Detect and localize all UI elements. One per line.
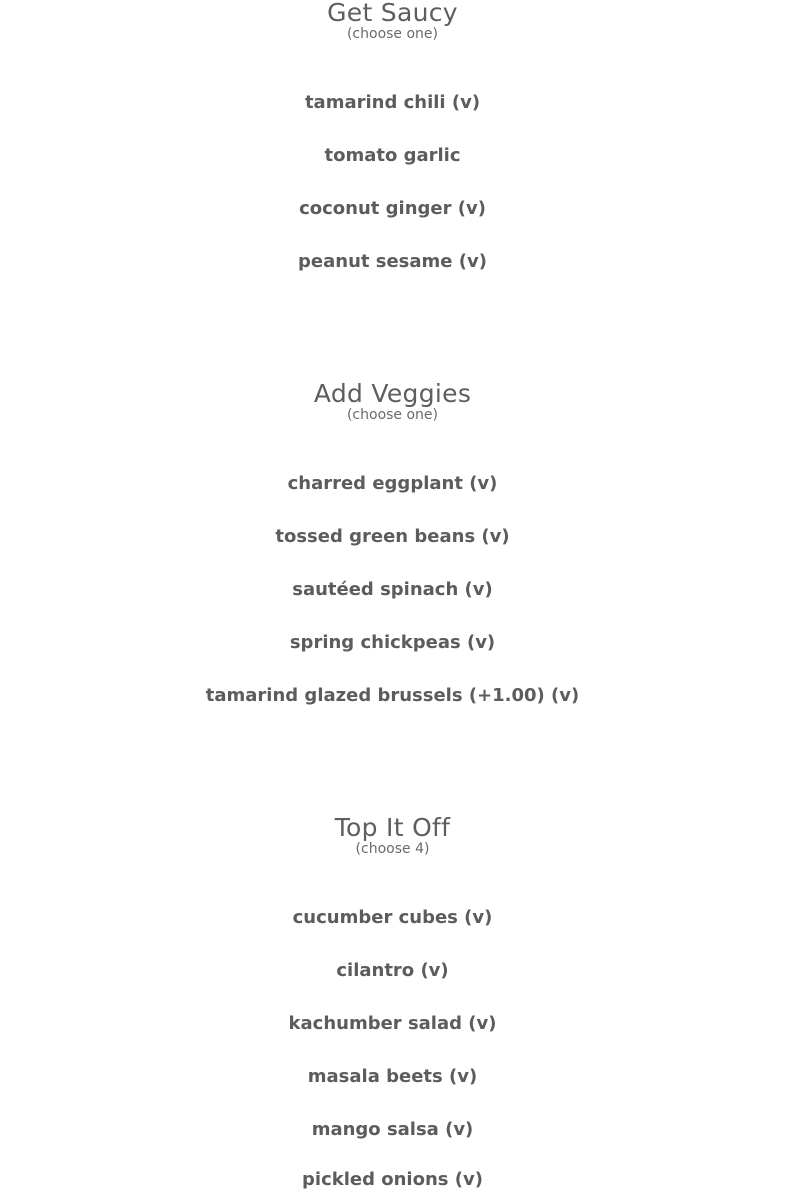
option-tamarind-chili[interactable]: tamarind chili (v)	[304, 92, 481, 113]
section-title: Add Veggies	[313, 379, 472, 408]
option-peanut-sesame[interactable]: peanut sesame (v)	[298, 251, 487, 272]
option-mango-salsa[interactable]: mango salsa (v)	[311, 1119, 474, 1140]
option-charred-eggplant[interactable]: charred eggplant (v)	[287, 473, 498, 494]
option-coconut-ginger[interactable]: coconut ginger (v)	[299, 198, 486, 219]
section-title: Top It Off	[334, 813, 451, 842]
option-kachumber-salad[interactable]: kachumber salad (v)	[288, 1013, 497, 1034]
option-spring-chickpeas[interactable]: spring chickpeas (v)	[289, 632, 496, 653]
option-tossed-green-beans[interactable]: tossed green beans (v)	[275, 526, 510, 547]
option-cilantro[interactable]: cilantro (v)	[336, 960, 449, 981]
option-masala-beets[interactable]: masala beets (v)	[307, 1066, 478, 1087]
option-tomato-garlic[interactable]: tomato garlic	[324, 145, 461, 166]
section-subtitle: (choose 4)	[355, 841, 430, 857]
section-subtitle: (choose one)	[346, 26, 439, 42]
option-sauteed-spinach[interactable]: sautéed spinach (v)	[292, 579, 493, 600]
option-pickled-onions[interactable]: pickled onions (v)	[302, 1169, 483, 1190]
section-title: Get Saucy	[327, 0, 458, 27]
section-subtitle: (choose one)	[346, 407, 439, 423]
option-tamarind-glazed-brussels[interactable]: tamarind glazed brussels (+1.00) (v)	[205, 685, 580, 706]
option-cucumber-cubes[interactable]: cucumber cubes (v)	[292, 907, 493, 928]
